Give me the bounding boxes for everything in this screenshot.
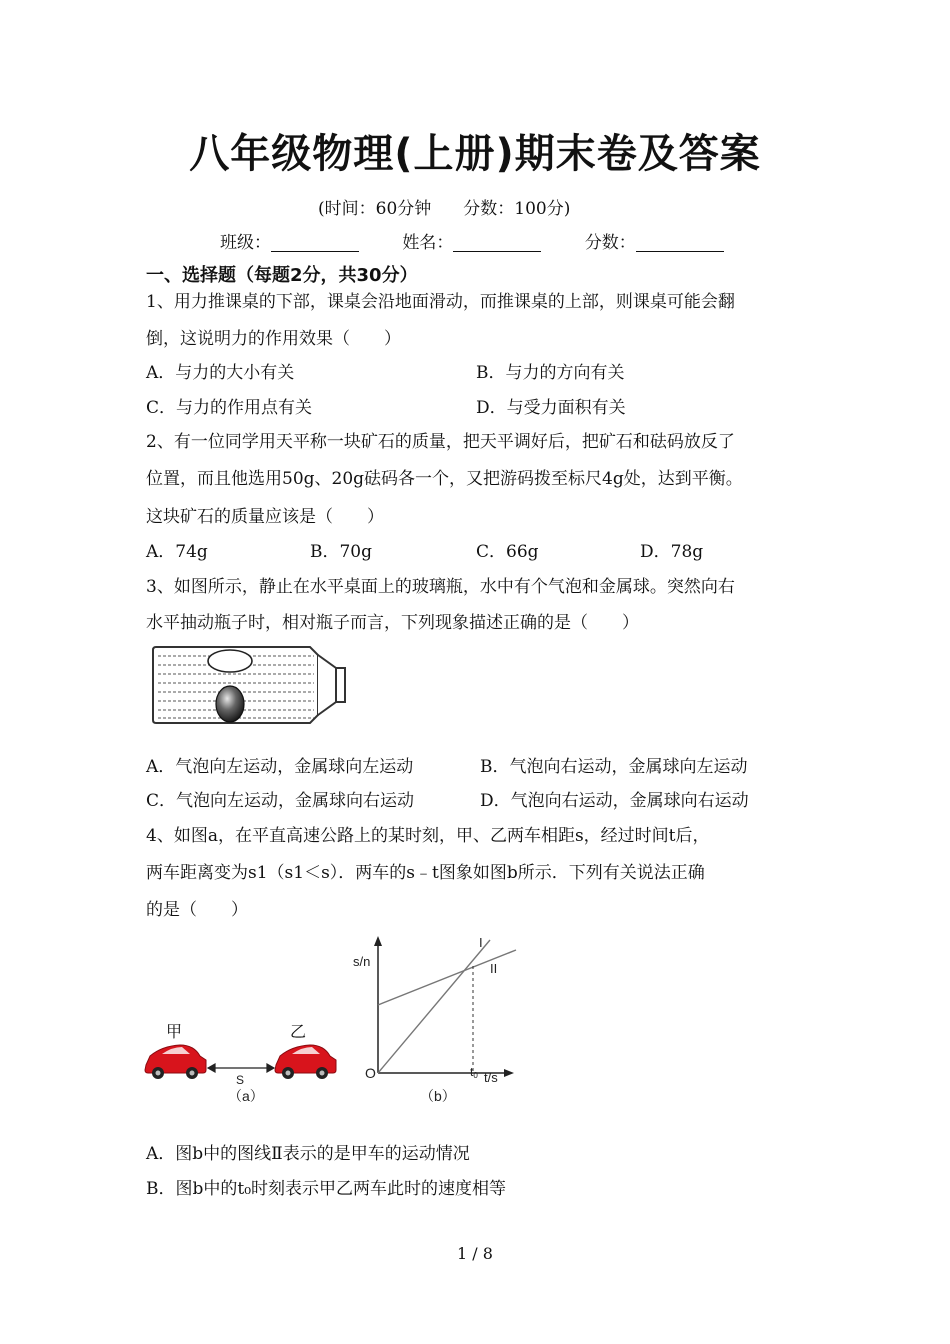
q2-option-d: D．78g (640, 542, 704, 562)
graph-line-1-label: I (479, 935, 483, 950)
q2-option-c: C．66g (476, 542, 539, 562)
q4-option-b: B．图b中的t₀时刻表示甲乙两车此时的速度相等 (146, 1179, 507, 1199)
car-jia-label: 甲 (166, 1024, 183, 1041)
air-bubble (208, 650, 252, 672)
graph-origin: O (365, 1065, 376, 1081)
q4-line3: 的是（ ） (146, 900, 248, 920)
q1-line1: 1、用力推课桌的下部，课桌会沿地面滑动，而推课桌的上部，则课桌可能会翻 (146, 292, 735, 312)
score-field: 分数： (585, 228, 724, 253)
graph-line-2-label: II (490, 961, 498, 976)
distance-arrow (208, 1064, 274, 1072)
car-yi-icon (275, 1045, 336, 1079)
q3-option-b: B．气泡向右运动，金属球向左运动 (480, 757, 748, 777)
q1-option-c: C．与力的作用点有关 (146, 398, 313, 418)
car-jia-icon (145, 1045, 206, 1079)
distance-label: S (236, 1073, 245, 1087)
q2-line1: 2、有一位同学用天平称一块矿石的质量，把天平调好后，把矿石和砝码放反了 (146, 432, 735, 452)
q1-option-b: B．与力的方向有关 (476, 363, 625, 383)
exam-time: (时间：60分钟 (318, 199, 432, 219)
graph-ylabel: s/n (353, 954, 371, 969)
q3-option-c: C．气泡向左运动，金属球向右运动 (146, 791, 415, 811)
name-blank[interactable] (453, 233, 541, 252)
name-field: 姓名： (402, 228, 541, 253)
student-info (220, 228, 762, 253)
caption-b: （b） (420, 1088, 456, 1104)
class-blank[interactable] (271, 233, 359, 252)
car-yi-label: 乙 (290, 1024, 307, 1041)
q3-line1: 3、如图所示，静止在水平桌面上的玻璃瓶，水中有个气泡和金属球。突然向右 (146, 577, 735, 597)
cars-graph-figure (140, 928, 540, 1108)
q2-line3: 这块矿石的质量应该是（ ） (146, 507, 384, 527)
q4-option-a: A．图b中的图线Ⅱ表示的是甲车的运动情况 (146, 1144, 470, 1164)
graph-axes (374, 936, 514, 1077)
section-heading: 一、选择题（每题2分，共30分） (146, 265, 418, 286)
score-blank[interactable] (636, 233, 724, 252)
cars-graph-diagram (140, 928, 540, 1108)
graph-line-2 (378, 950, 516, 1005)
graph-xlabel: t/s (484, 1070, 498, 1085)
q2-option-b: B．70g (310, 542, 373, 562)
class-field: 班级： (220, 228, 359, 253)
q3-option-a: A．气泡向左运动，金属球向左运动 (146, 757, 414, 777)
q1-option-a: A．与力的大小有关 (146, 363, 295, 383)
bottle-neck (318, 655, 336, 715)
metal-ball (216, 686, 244, 722)
page-number: 1 / 8 (457, 1244, 493, 1263)
bottle-cap (336, 668, 345, 702)
caption-a: （a） (228, 1088, 264, 1104)
q4-line2: 两车距离变为s1（s1＜s）．两车的s﹣t图象如图b所示．下列有关说法正确 (146, 863, 705, 883)
q2-line2: 位置，而且他选用50g、20g砝码各一个，又把游码拨至标尺4g处，达到平衡。 (146, 469, 743, 489)
q3-option-d: D．气泡向右运动，金属球向右运动 (480, 791, 749, 811)
q4-line1: 4、如图a，在平直高速公路上的某时刻，甲、乙两车相距s，经过时间t后， (146, 826, 710, 846)
graph-line-1 (378, 940, 490, 1073)
exam-total-score: 分数：100分) (463, 199, 571, 219)
bottle-figure (150, 642, 350, 730)
q1-option-d: D．与受力面积有关 (476, 398, 626, 418)
q1-line2: 倒，这说明力的作用效果（ ） (146, 329, 401, 349)
page-title: 八年级物理(上册)期末卷及答案 (189, 131, 761, 177)
exam-meta (318, 194, 570, 219)
bottle-diagram (150, 642, 350, 730)
q2-option-a: A．74g (146, 542, 208, 562)
q3-line2: 水平抽动瓶子时，相对瓶子而言，下列现象描述正确的是（ ） (146, 613, 639, 633)
graph-t0-label: t0 (470, 1065, 478, 1080)
